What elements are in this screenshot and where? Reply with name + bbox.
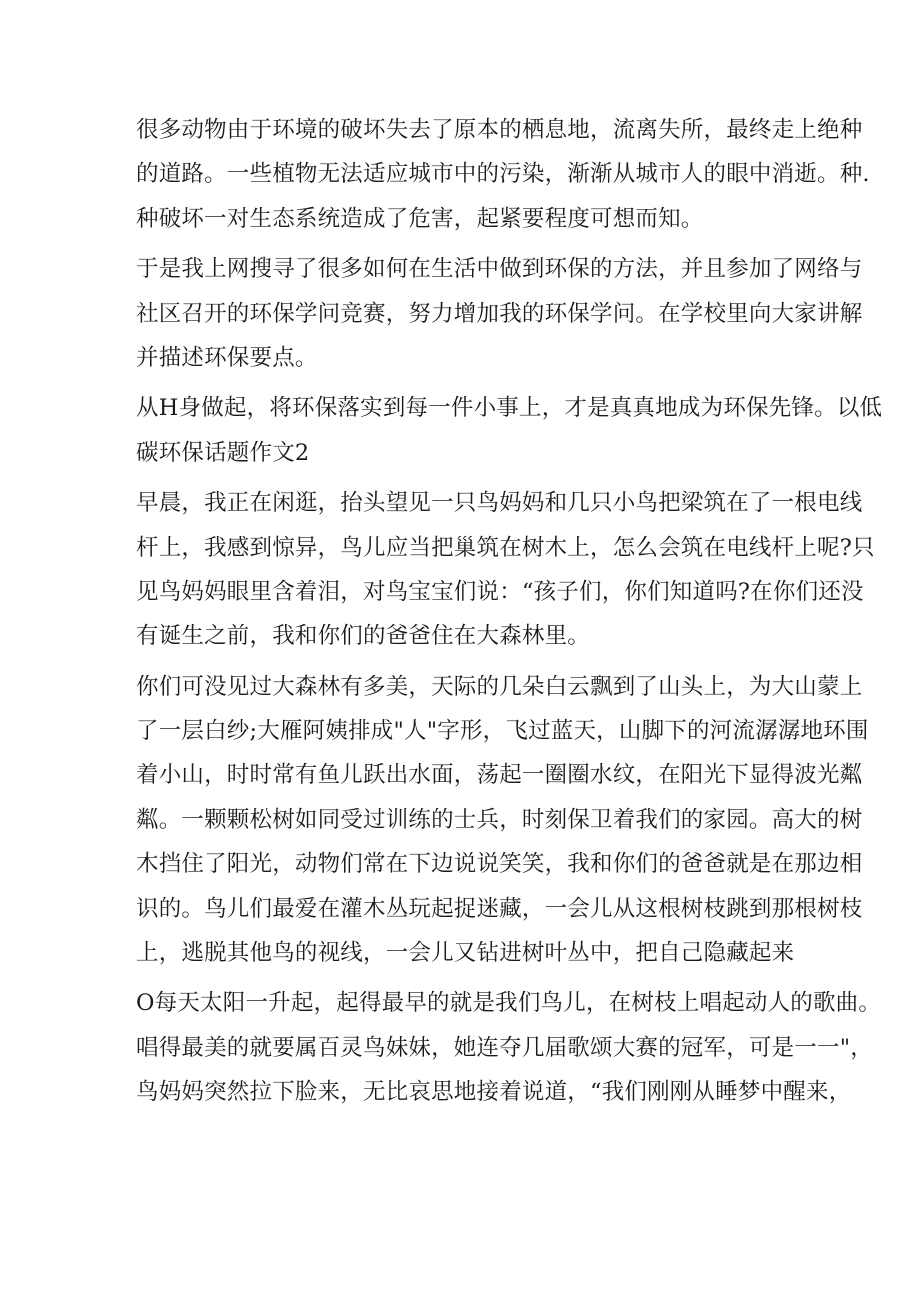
text-line: 粼。一颗颗松树如同受过训练的士兵，时刻保卫着我们的家园。高大的树 <box>136 806 863 833</box>
document-body <box>136 108 883 1121</box>
text-line: 杆上，我感到惊异，鸟儿应当把巢筑在树木上，怎么会筑在电线杆上呢?只 <box>136 534 875 561</box>
text-line: 木挡住了阳光，动物们常在下边说说笑笑，我和你们的爸爸就是在那边相 <box>136 851 863 878</box>
text-line: 有诞生之前，我和你们的爸爸住在大森林里。 <box>136 623 591 650</box>
text-line: 你们可没见过大森林有多美，天际的几朵白云飘到了山头上，为大山蒙上 <box>136 673 863 700</box>
text-line: 很多动物由于环境的破坏失去了原本的栖息地，流离失所，最终走上绝种 <box>136 117 863 143</box>
text-line: 识的。鸟儿们最爱在灌木丛玩起捉迷藏，一会儿从这根树枝跳到那根树枝 <box>136 895 863 922</box>
paragraph-6 <box>136 981 882 1114</box>
text-line: 的道路。一些植物无法适应城市中的污染，渐渐从城市人的眼中消逝。种. <box>136 161 870 188</box>
text-line: O每天太阳一升起，起得最早的就是我们鸟儿，在树枝上唱起动人的歌曲。 <box>136 990 882 1017</box>
text-line: 见鸟妈妈眼里含着泪，对鸟宝宝们说：“孩子们，你们知道吗?在你们还没 <box>136 578 864 605</box>
text-line: 早晨，我正在闲逛，抬头望见一只鸟妈妈和几只小鸟把梁筑在了一根电线 <box>136 490 863 517</box>
text-line: 从H身做起，将环保落实到每一件小事上，才是真真地成为环保先锋。以低 <box>136 395 883 422</box>
paragraph-3 <box>136 386 883 475</box>
text-line: 上，逃脱其他鸟的视线，一会儿又钻进树叶丛中，把自己隐藏起来 <box>136 940 795 967</box>
text-line: 唱得最美的就要属百灵鸟妹妹，她连夺几届歌颂大赛的冠军，可是一一"， <box>136 1034 873 1061</box>
text-line: 于是我上网搜寻了很多如何在生活中做到环保的方法，并且参加了网络与 <box>136 256 863 283</box>
text-line: 社区召开的环保学问竞赛，努力增加我的环保学问。在学校里向大家讲解 <box>136 300 863 327</box>
paragraph-1 <box>136 108 870 241</box>
text-line: 碳环保话题作文2 <box>136 439 310 466</box>
text-line: 着小山，时时常有鱼儿跃出水面，荡起一圈圈水纹，在阳光下显得波光粼 <box>136 762 863 789</box>
text-line: 并描述环保要点。 <box>136 344 318 371</box>
text-line: 鸟妈妈突然拉下脸来，无比哀思地接着说道，“我们刚刚从睡梦中醒来， <box>136 1079 852 1106</box>
text-line: 种破坏一对生态系统造成了危害，起紧要程度可想而知。 <box>136 205 704 232</box>
paragraph-2 <box>136 247 863 380</box>
text-line: 了一层白纱;大雁阿姨排成"人"字形，飞过蓝天，山脚下的河流潺潺地环围 <box>136 718 869 745</box>
paragraph-5 <box>136 665 869 976</box>
paragraph-4 <box>136 481 875 659</box>
